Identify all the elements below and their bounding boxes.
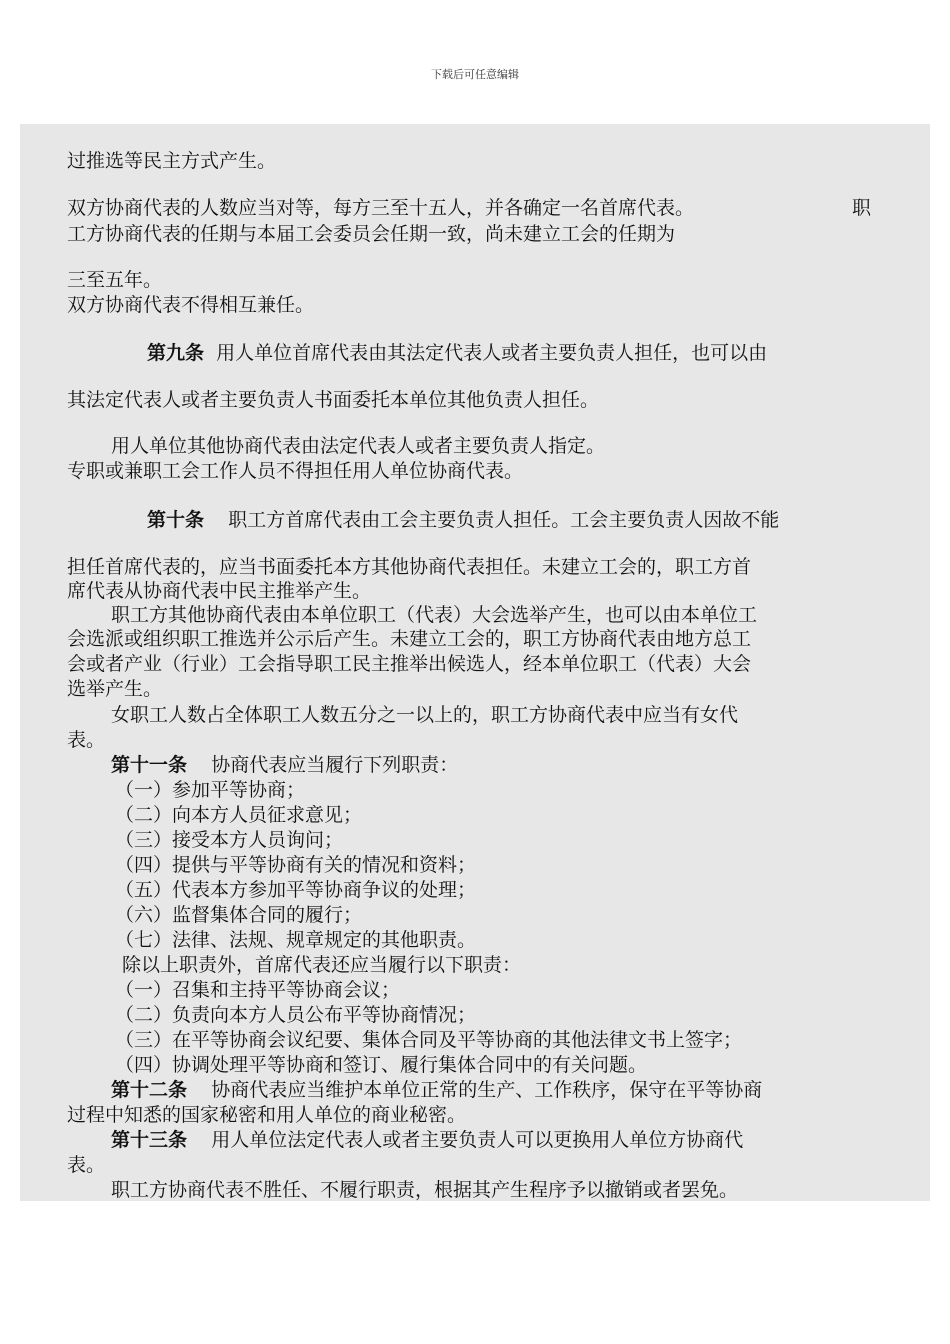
- list-item: （三）在平等协商会议纪要、集体合同及平等协商的其他法律文书上签字；: [115, 1029, 743, 1051]
- article-text: 协商代表应当履行下列职责：: [211, 754, 459, 776]
- article-line: [111, 1129, 743, 1151]
- text-line: 职工方协商代表不胜任、不履行职责，根据其产生程序予以撤销或者罢免。: [111, 1179, 739, 1201]
- list-item: （七）法律、法规、规章规定的其他职责。: [115, 929, 477, 951]
- text-line: 表。: [67, 729, 106, 751]
- text-line: 担任首席代表的，应当书面委托本方其他协商代表担任。未建立工会的，职工方首: [67, 556, 752, 578]
- article-text: 用人单位法定代表人或者主要负责人可以更换用人单位方协商代: [211, 1129, 744, 1151]
- text-line: 专职或兼职工会工作人员不得担任用人单位协商代表。: [67, 460, 524, 482]
- article-line: [147, 342, 767, 364]
- article-heading: 第十二条: [111, 1079, 188, 1101]
- text-line: 职: [852, 197, 872, 219]
- header-note: 下载后可任意编辑: [431, 68, 519, 81]
- text-line: 用人单位其他协商代表由法定代表人或者主要负责人指定。: [111, 435, 606, 457]
- document-body: [20, 124, 930, 1201]
- article-text: 协商代表应当维护本单位正常的生产、工作秩序，保守在平等协商: [211, 1079, 763, 1101]
- list-item: （四）协调处理平等协商和签订、履行集体合同中的有关问题。: [115, 1054, 648, 1076]
- list-item: （五）代表本方参加平等协商争议的处理；: [115, 879, 477, 901]
- text-line: 双方协商代表不得相互兼任。: [67, 294, 315, 316]
- article-line: [147, 509, 779, 531]
- text-line: 工方协商代表的任期与本届工会委员会任期一致，尚未建立工会的任期为: [67, 223, 676, 245]
- text-line: 三至五年。: [67, 269, 163, 291]
- list-item: （四）提供与平等协商有关的情况和资料；: [115, 854, 477, 876]
- text-line: 女职工人数占全体职工人数五分之一以上的，职工方协商代表中应当有女代: [111, 704, 739, 726]
- article-heading: 第十条: [147, 509, 205, 531]
- list-item: （一）参加平等协商；: [115, 779, 306, 801]
- text-line: 选举产生。: [67, 678, 163, 700]
- list-item: （二）负责向本方人员公布平等协商情况；: [115, 1004, 477, 1026]
- article-text: 用人单位首席代表由其法定代表人或者主要负责人担任，也可以由: [216, 342, 768, 364]
- list-item: （六）监督集体合同的履行；: [115, 904, 363, 926]
- text-line: 会或者产业（行业）工会指导职工民主推举出候选人，经本单位职工（代表）大会: [67, 653, 752, 675]
- list-item: （三）接受本方人员询问；: [115, 829, 344, 851]
- article-text: 职工方首席代表由工会主要负责人担任。工会主要负责人因故不能: [228, 509, 780, 531]
- text-line: 职工方其他协商代表由本单位职工（代表）大会选举产生，也可以由本单位工: [111, 604, 758, 626]
- text-line: 除以上职责外，首席代表还应当履行以下职责：: [122, 954, 522, 976]
- text-line: 席代表从协商代表中民主推举产生。: [67, 580, 372, 602]
- text-line: 过推选等民主方式产生。: [67, 150, 277, 172]
- text-line: 其法定代表人或者主要负责人书面委托本单位其他负责人担任。: [67, 389, 600, 411]
- article-line: [111, 1079, 762, 1101]
- text-line: 会选派或组织职工推选并公示后产生。未建立工会的，职工方协商代表由地方总工: [67, 628, 752, 650]
- list-item: （一）召集和主持平等协商会议；: [115, 979, 401, 1001]
- text-line: 表。: [67, 1154, 106, 1176]
- article-heading: 第十三条: [111, 1129, 188, 1151]
- list-item: （二）向本方人员征求意见；: [115, 804, 363, 826]
- article-line: [111, 754, 458, 776]
- text-line: 双方协商代表的人数应当对等，每方三至十五人，并各确定一名首席代表。: [67, 197, 695, 219]
- article-heading: 第九条: [147, 342, 205, 364]
- text-line: 过程中知悉的国家秘密和用人单位的商业秘密。: [67, 1104, 467, 1126]
- article-heading: 第十一条: [111, 754, 188, 776]
